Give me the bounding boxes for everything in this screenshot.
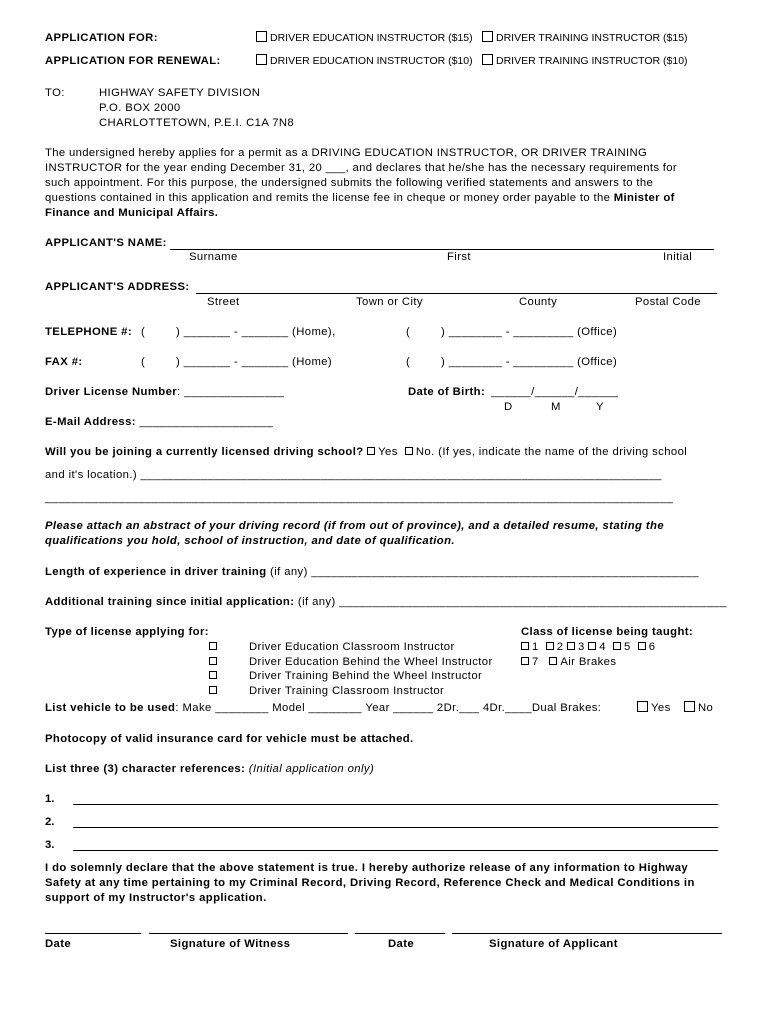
attach-note-line-1: Please attach an abstract of your driving record (if from out of province), and a detailed resume, stating the [45, 520, 665, 532]
experience-field[interactable]: __________________________________________________________ [311, 566, 699, 578]
address-line-2: P.O. BOX 2000 [99, 102, 181, 114]
class-checkbox[interactable] [567, 642, 575, 650]
checkbox[interactable] [209, 657, 217, 665]
class-checkbox[interactable] [549, 657, 557, 665]
witness-caption: Signature of Witness [170, 938, 291, 950]
class-row-1: 1 2 3 4 5 6 [521, 641, 655, 655]
class-checkbox[interactable] [546, 642, 554, 650]
date-1-caption: Date [45, 938, 72, 950]
option-renewal-driver-training[interactable]: DRIVER TRAINING INSTRUCTOR ($10) [482, 54, 688, 68]
dob-d-caption: D [504, 401, 513, 413]
checkbox[interactable] [684, 701, 695, 712]
reference-3-field[interactable] [73, 850, 718, 851]
first-caption: First [447, 251, 471, 263]
license-type-label: Type of license applying for: [45, 626, 209, 638]
county-caption: County [519, 296, 558, 308]
license-type-option[interactable] [209, 685, 220, 699]
class-checkbox[interactable] [638, 642, 646, 650]
additional-row: Additional training since initial application: (if any) __________________________________________________________ [45, 596, 727, 608]
option-new-driver-training[interactable]: DRIVER TRAINING INSTRUCTOR ($15) [482, 31, 688, 45]
dob-m-caption: M [551, 401, 561, 413]
attach-note-line-2: qualifications you hold, school of instruction, and date of qualification. [45, 535, 455, 547]
option-renewal-driver-education[interactable]: DRIVER EDUCATION INSTRUCTOR ($10) [256, 54, 473, 68]
street-caption: Street [207, 296, 240, 308]
insurance-note: Photocopy of valid insurance card for vehicle must be attached. [45, 733, 414, 745]
checkbox[interactable] [256, 54, 267, 65]
email-field[interactable]: ____________________ [139, 416, 274, 428]
email-row: E-Mail Address: ____________________ [45, 416, 274, 428]
school-question-row: Will you be joining a currently licensed driving school? Yes No. (If yes, indicate the name of the driving school [45, 446, 688, 458]
license-type-option[interactable] [209, 641, 220, 655]
telephone-home-field[interactable]: ) _______ - _______ (Home), [176, 326, 336, 338]
option-new-driver-education[interactable]: DRIVER EDUCATION INSTRUCTOR ($15) [256, 31, 473, 45]
school-no-checkbox[interactable] [405, 447, 413, 455]
fax-label: FAX #: [45, 356, 83, 368]
checkbox[interactable] [482, 54, 493, 65]
applicant-name-field[interactable] [170, 249, 714, 250]
application-form-page: APPLICATION FOR: DRIVER EDUCATION INSTRUCTOR ($15) DRIVER TRAINING INSTRUCTOR ($15) APPLICATION FOR RENEWAL: DRIVER EDUCATION INSTRUCTOR ($10) DRIVER TRAINING INSTRUCTOR ($10) TO: HIGHWAY SAFETY DIVISION P.O. BOX 2000 CHARLOTTETOWN, P.E.I. C1A 7N8 The undersigned hereby applies for a permit as a DRIVING EDUCATION INSTRUCTOR, OR DRIVER TRAINING INSTRUCTOR for the year ending December 31, 20 ___, and declares that he/she has the necessary requirements for such appointment. For this purpose, the undersigned submits the following verified statements and answers to the questions contained in this application and remits the license fee in cheque or money order payable to the Minister of Finance and Municipal Affairs. APPLICANT'S NAME: Surname First Initial APPLICANT'S ADDRESS: Street Town or City County Postal Code TELEPHONE #: ( ) _______ - _______ (Home), ( ) ________ - _________ (Office) FAX #: ( ) _______ - _______ (Home) ( ) ________ - _________ (Office) Driver License Number: _______________ Date of Birth: ______/______/______ D M Y E-Mail Address: ____________________ Will you be joining a currently licensed driving school? Yes No. (If yes, indicate the name of the driving school and it's location.) ______________________________________________________________________________ ______________________________________________________________________________________________ Please attach an abstract of your driving record (if from out of province), and a detailed resume, stating the qualifications you hold, school of instruction, and date of qualification. Length of experience in driver training (if any) __________________________________________________________ Additional training since initial application: (if any) __________________________________________________________ Type of license applying for: Driver Education Classroom Instructor Driver Education Behind the Wheel Instructor Driver Training Behind the Wheel Instructor Driver Training Classroom Instructor Class of license being taught: 1 2 3 4 5 6 7 Air Brakes List vehicle to be used: Make ________ Model ________ Year ______ 2Dr.___ 4Dr.____Dual Brakes: Yes No Photocopy of valid insurance card for vehicle must be attached. List three (3) character references: (Initial application only) 1. 2. 3. I do solemnly declare that the above statement is true. I hereby authorize release of any information to Highway Safety at any time pertaining to my Criminal Record, Driving Record, Reference Check and Medical Conditions in support of my Instructor's application. Date Signature of Witness Date Signature of Applicant [45, 32, 727, 950]
date-1-field[interactable] [45, 933, 141, 934]
dob-y-caption: Y [596, 401, 604, 413]
class-checkbox[interactable] [588, 642, 596, 650]
reference-1-field[interactable] [73, 804, 718, 805]
address-line-3: CHARLOTTETOWN, P.E.I. C1A 7N8 [99, 117, 295, 129]
applicant-caption: Signature of Applicant [489, 938, 618, 950]
telephone-label: TELEPHONE #: [45, 326, 133, 338]
declaration-line-1: I do solemnly declare that the above statement is true. I hereby authorize release of any information to Highway [45, 862, 689, 874]
checkbox[interactable] [637, 701, 648, 712]
checkbox[interactable] [209, 642, 217, 650]
dual-brakes-yes[interactable]: Yes [637, 701, 671, 716]
school-location-field-2[interactable]: ______________________________________________________________________________________________ [45, 492, 674, 504]
date-2-field[interactable] [355, 933, 445, 934]
checkbox[interactable] [209, 686, 217, 694]
vehicle-row: List vehicle to be used: Make ________ Model ________ Year ______ 2Dr.___ 4Dr.____Dual Brakes: [45, 702, 602, 714]
initial-caption: Initial [663, 251, 693, 263]
date-2-caption: Date [388, 938, 415, 950]
declaration-line-2: Safety at any time pertaining to my Criminal Record, Driving Record, Reference Check and Medical Conditions in [45, 877, 695, 889]
declaration-line-3: support of my Instructor's application. [45, 892, 267, 904]
fax-office-field[interactable]: ) ________ - _________ (Office) [441, 356, 618, 368]
dob-field[interactable]: ______/______/______ [491, 386, 619, 398]
postal-caption: Postal Code [635, 296, 701, 308]
driver-license-row: Driver License Number: _______________ [45, 386, 285, 398]
references-label: List three (3) character references: (Initial application only) [45, 763, 375, 775]
surname-caption: Surname [189, 251, 238, 263]
dob-label: Date of Birth: [408, 386, 486, 398]
experience-row: Length of experience in driver training (if any) __________________________________________________________ [45, 566, 699, 578]
witness-signature-field[interactable] [149, 933, 348, 934]
school-yes-checkbox[interactable] [367, 447, 375, 455]
fax-home-field[interactable]: ) _______ - _______ (Home) [176, 356, 333, 368]
driver-license-field[interactable]: : _______________ [177, 386, 285, 398]
applicant-address-label: APPLICANT'S ADDRESS: [45, 281, 190, 293]
vehicle-fields[interactable]: : Make ________ Model ________ Year ______ 2Dr.___ 4Dr.____Dual Brakes: [175, 702, 602, 714]
checkbox[interactable] [482, 31, 493, 42]
class-row-2: 7 Air Brakes [521, 656, 616, 670]
town-caption: Town or City [356, 296, 423, 308]
telephone-office-field[interactable]: ) ________ - _________ (Office) [441, 326, 618, 338]
checkbox[interactable] [256, 31, 267, 42]
application-for-label: APPLICATION FOR: [45, 32, 158, 44]
class-label: Class of license being taught: [521, 626, 694, 638]
checkbox[interactable] [209, 671, 217, 679]
applicant-signature-field[interactable] [452, 933, 722, 934]
applicant-address-field[interactable] [196, 293, 717, 294]
license-type-option[interactable] [209, 656, 220, 670]
class-checkbox[interactable] [613, 642, 621, 650]
additional-field[interactable]: __________________________________________________________ [339, 596, 727, 608]
applicant-name-label: APPLICANT'S NAME: [45, 237, 167, 249]
address-line-1: HIGHWAY SAFETY DIVISION [99, 87, 261, 99]
class-checkbox[interactable] [521, 657, 529, 665]
class-checkbox[interactable] [521, 642, 529, 650]
intro-paragraph: The undersigned hereby applies for a permit as a DRIVING EDUCATION INSTRUCTOR, OR DRIVER TRAINING INSTRUCTOR for the year ending December 31, 20 ___, and declares that he/she has the necessary requirements for such appointment. For this purpose, the undersigned submits the following verified statements and answers to the questions contained in this application and remits the license fee in cheque or money order payable to the Minister of Finance and Municipal Affairs. [45, 147, 678, 219]
reference-2-field[interactable] [73, 827, 718, 828]
to-label: TO: [45, 87, 65, 99]
school-location-field[interactable]: and it's location.) ______________________________________________________________________________ [45, 469, 662, 481]
license-type-option[interactable] [209, 670, 220, 684]
renewal-label: APPLICATION FOR RENEWAL: [45, 55, 221, 67]
dual-brakes-no[interactable]: No [684, 701, 713, 716]
